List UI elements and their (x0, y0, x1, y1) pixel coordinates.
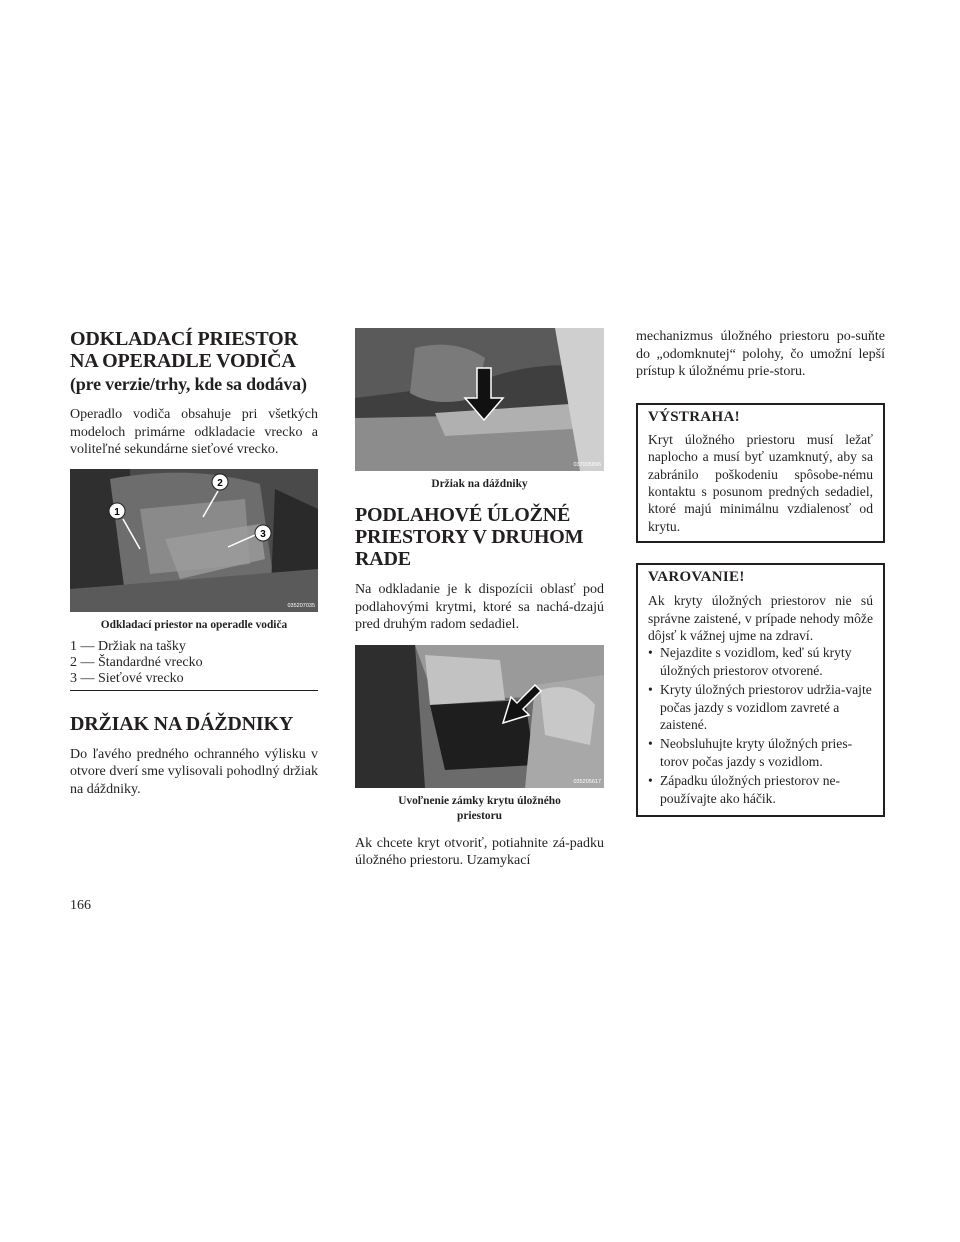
figure-caption (355, 794, 604, 824)
warning-box-vystraha (636, 403, 885, 543)
warning-bullet: • Nejazdite s vozidlom, keď sú kryty úložných priestorov otvorené. (648, 645, 852, 678)
section-body: Na odkladanie je k dispozícii oblasť pod podlahovými krytmi, ktoré sa nachá-dzajú pred druhým radom sedadiel. (355, 582, 604, 633)
column-middle (355, 328, 604, 870)
warning-body: Kryt úložného priestoru musí ležať naplocho a musí byť uzamknutý, aby sa zabránilo poškodeniu spôsobe-nému kontaktu s posunom predných sedadiel, ktoré majú minimálnu vzdialenosť od krytu. (648, 431, 873, 534)
title-line: PODLAHOVÉ ÚLOŽNÉ (355, 504, 571, 526)
umbrella-holder-illustration (355, 328, 604, 471)
warning-bullet: • Kryty úložných priestorov udržia-vajte počas jazdy s vozidlom zavreté a zaistené. (648, 682, 872, 733)
warning-bullet: • Neobsluhujte kryty úložných pries-torov počas jazdy s vozidlom. (648, 736, 853, 769)
bullet-icon: • (648, 682, 653, 698)
legend-item: 3 — Sieťové vrecko (70, 670, 184, 686)
bullet-icon: • (648, 645, 653, 661)
figure-code: 035207035 (287, 602, 315, 609)
section-title-umbrella-holder: DRŽIAK NA DÁŽDNIKY (70, 712, 294, 735)
section-subtitle: (pre verzie/trhy, kde sa dodáva) (70, 374, 307, 394)
section-body-continued: mechanizmus úložného priestoru po-suňte do „odomknutej“ polohy, čo umožní lepší prístup k úložnému prie-storu. (636, 329, 885, 380)
title-line: RADE (355, 548, 411, 570)
section-body: Ak chcete kryt otvoriť, potiahnite zá-padku úložného priestoru. Uzamykací (355, 835, 604, 869)
section-body: Operadlo vodiča obsahuje pri všetkých modeloch primárne odkladacie vrecko a voliteľné sekundárne sieťové vrecko. (70, 407, 318, 458)
column-right (636, 328, 885, 817)
caption-line: priestoru (457, 809, 502, 822)
caption-line: Uvoľnenie zámky krytu úložného (398, 794, 561, 807)
figure-caption: Odkladací priestor na operadle vodiča (100, 618, 288, 631)
legend-item: 1 — Držiak na tašky (70, 638, 186, 654)
bullet-icon: • (648, 736, 653, 752)
figure-code: 037005896 (573, 462, 601, 468)
title-line: PRIESTORY V DRUHOM (355, 526, 584, 548)
callout-3: 3 (260, 528, 266, 540)
figure-seatback-pocket (70, 469, 318, 612)
figure-storage-latch (355, 645, 604, 788)
warning-title: VÝSTRAHA! (648, 408, 740, 425)
page-number: 166 (70, 898, 91, 913)
title-line: NA OPERADLE VODIČA (70, 350, 296, 372)
divider (70, 690, 318, 691)
warning-box-varovanie (636, 563, 885, 817)
section-title-floor-storage (355, 504, 604, 570)
callout-2: 2 (217, 477, 223, 489)
section-title-seatback-storage (70, 328, 318, 396)
figure-umbrella-holder (355, 328, 604, 471)
warning-title: VAROVANIE! (648, 569, 745, 586)
legend-list (70, 639, 318, 687)
callout-1: 1 (114, 506, 120, 518)
section-body: Do ľavého predného ochranného výlisku v otvore dverí sme vylisovali pohodlný držiak na dáždniky. (70, 746, 318, 797)
figure-caption: Držiak na dáždniky (431, 478, 528, 490)
legend-item: 2 — Štandardné vrecko (70, 654, 203, 670)
warning-bullet: • Západku úložných priestorov ne-používajte ako háčik. (648, 773, 841, 806)
column-left (70, 328, 318, 799)
title-line: ODKLADACÍ PRIESTOR (70, 328, 298, 350)
warning-body: Ak kryty úložných priestorov nie sú správne zaistené, v prípade nehody môže dôjsť k vážnej ujme na zdraví. (648, 593, 873, 644)
warning-bullet-list (648, 644, 873, 807)
storage-latch-illustration (355, 645, 604, 788)
bullet-icon: • (648, 773, 653, 789)
figure-code: 035205617 (573, 778, 601, 785)
seatback-illustration (70, 469, 318, 612)
